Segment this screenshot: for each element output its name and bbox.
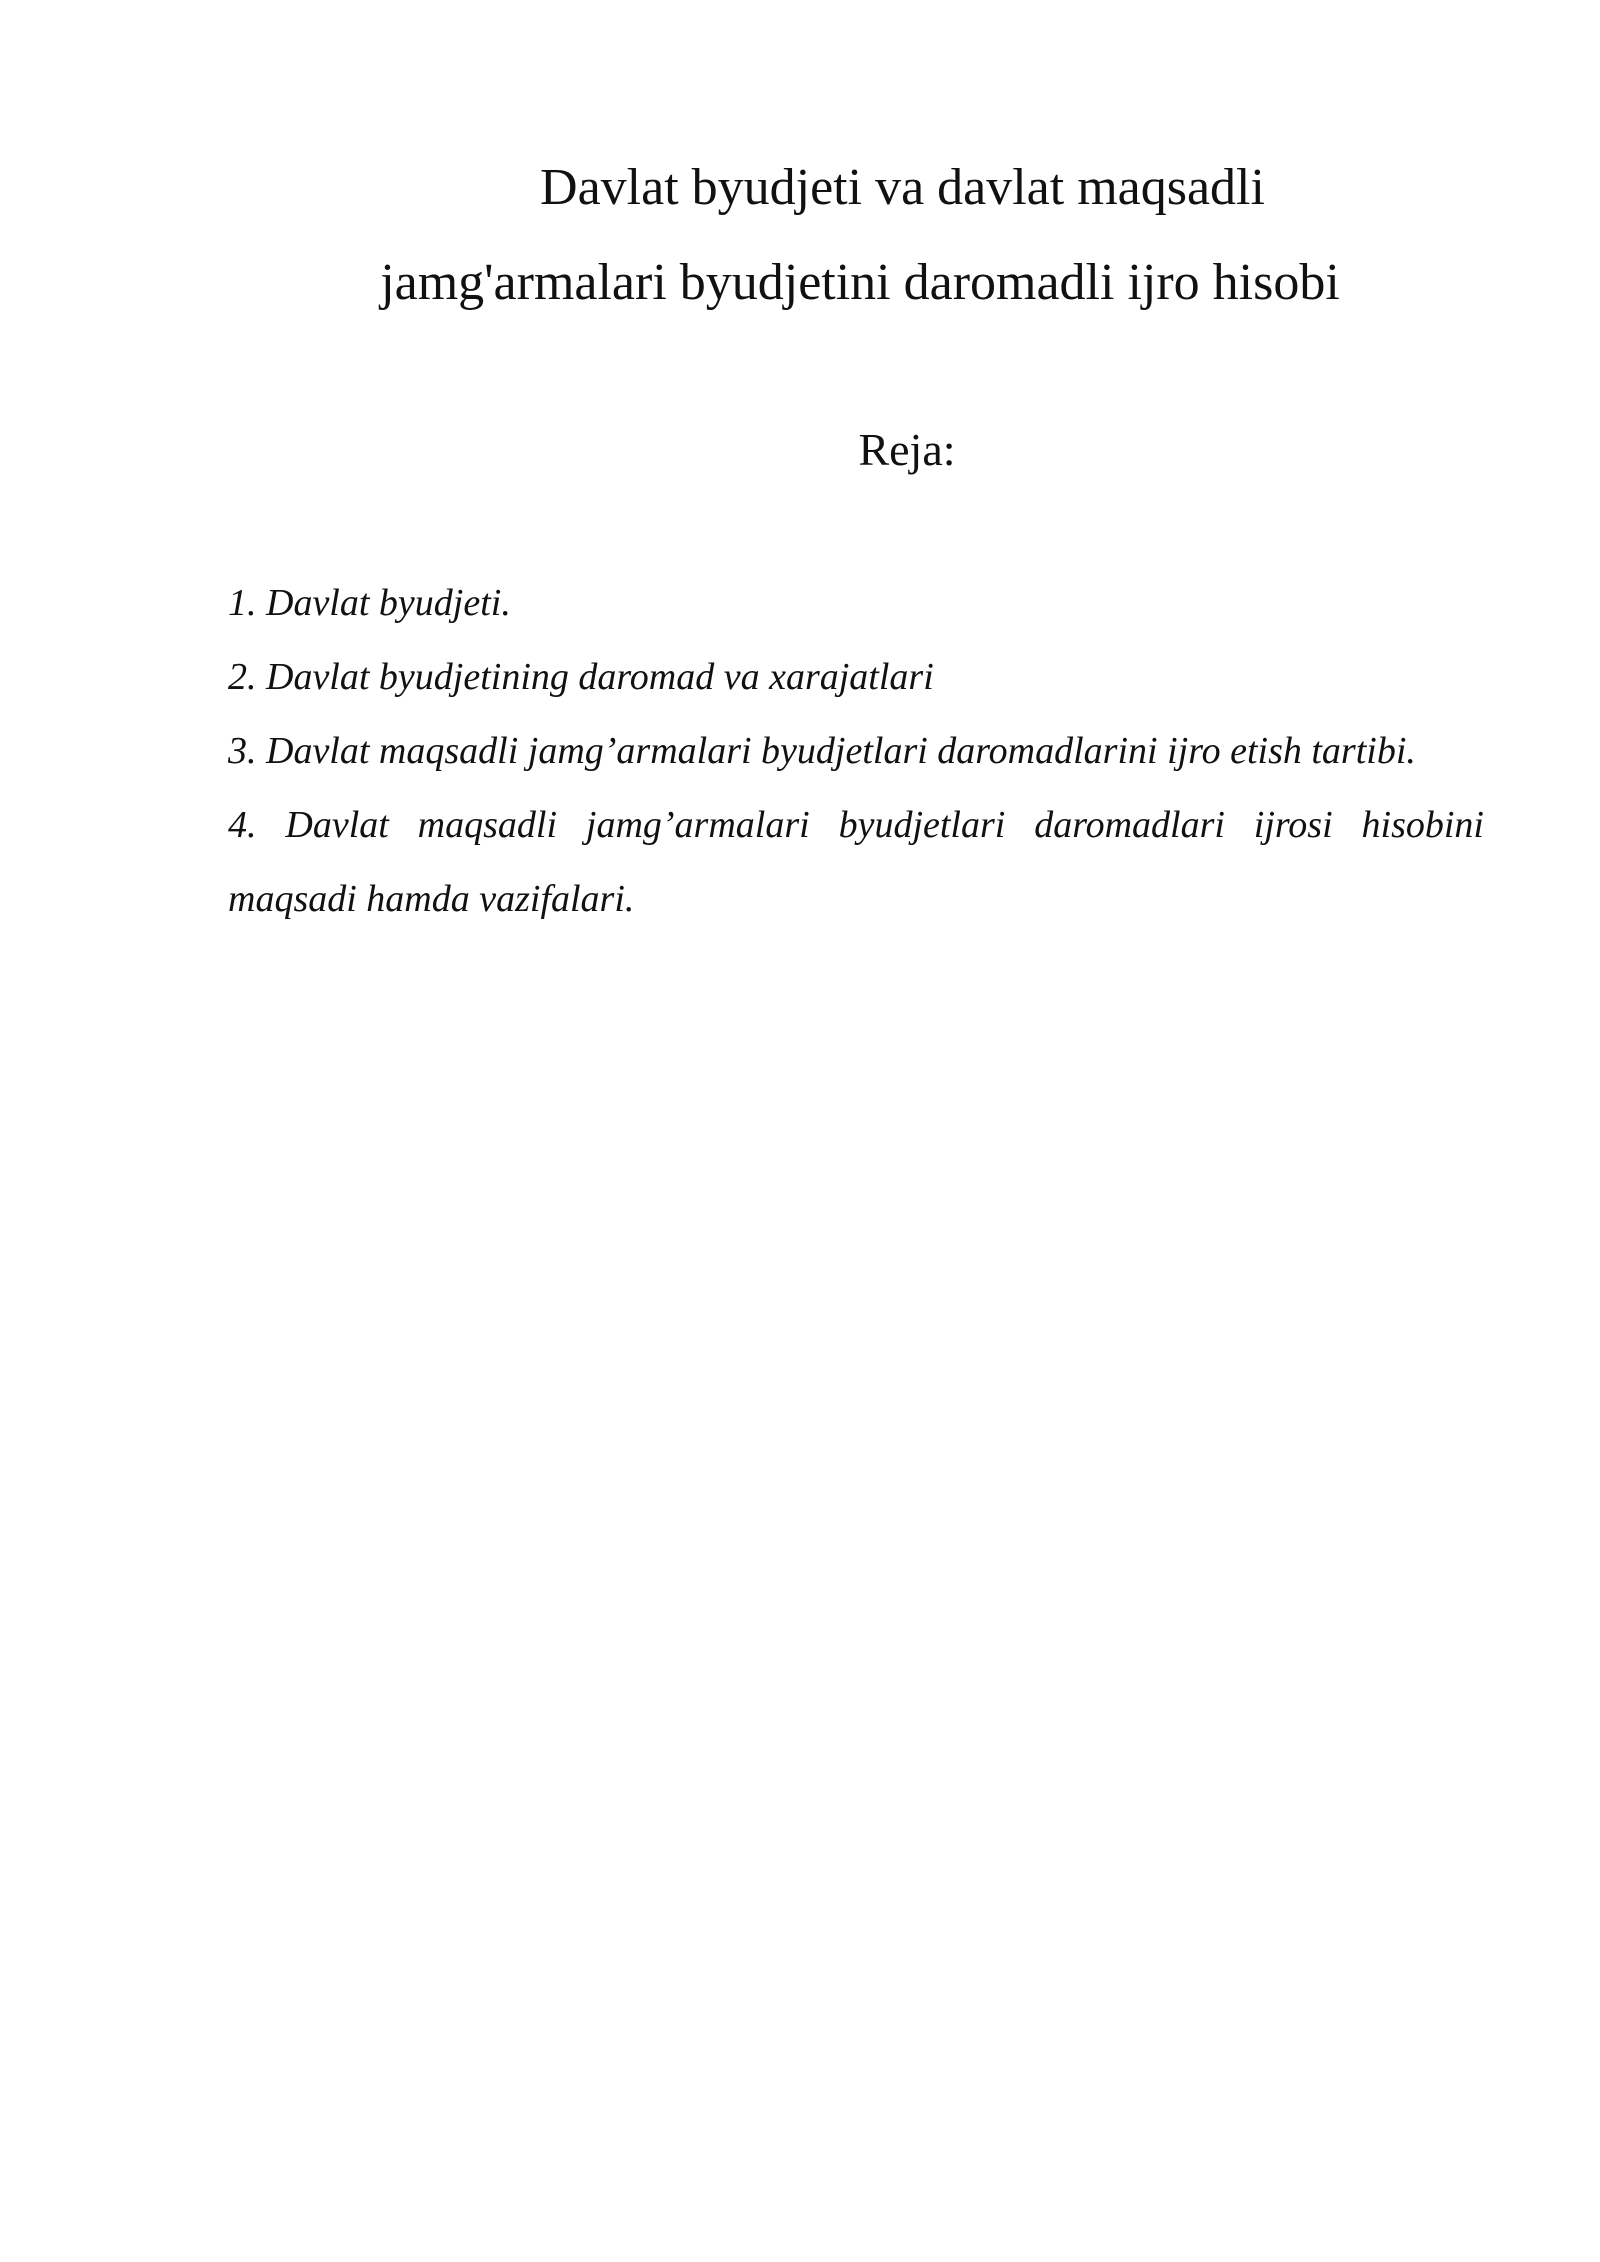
plan-item: 3. Davlat maqsadli jamg’armalari byudjetlari daromadlarini ijro etish tartibi. xyxy=(228,730,1416,772)
plan-item: 2. Davlat byudjetining daromad va xarajatlari xyxy=(228,656,934,698)
plan-item: 4. Davlat maqsadli jamg’armalari byudjetlari daromadlari ijrosi hisobini maqsadi hamda vazifalari. xyxy=(228,804,1484,920)
title-line-1: Davlat byudjeti va davlat maqsadli xyxy=(540,159,1265,216)
plan-list xyxy=(228,566,1484,936)
title-line-2: jamg'armalari byudjetini daromadli ijro hisobi xyxy=(380,254,1340,311)
plan-item: 1. Davlat byudjeti. xyxy=(228,582,511,624)
plan-heading: Reja: xyxy=(858,424,956,475)
